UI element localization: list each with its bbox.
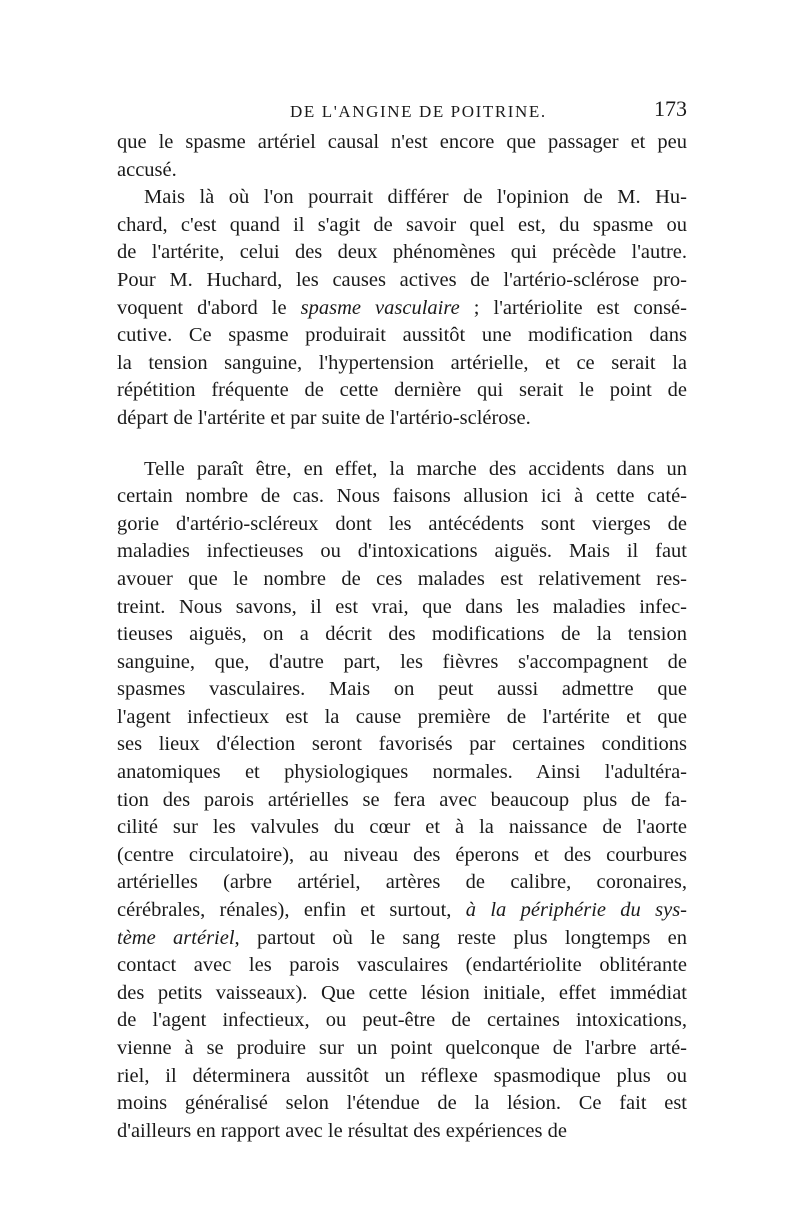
text-run: des petits vaisseaux). Que cette lésion initiale, effet immédiat [117, 981, 687, 1004]
text-line [117, 1090, 687, 1118]
text-line [117, 621, 687, 649]
text-run: maladies infectieuses ou d'intoxications aiguës. Mais il faut [117, 540, 687, 563]
text-run: , partout où le sang reste plus longtemps en [234, 926, 687, 949]
text-line [117, 731, 687, 759]
text-run: répétition fréquente de cette dernière qui serait le point de [117, 379, 687, 402]
text-line [117, 594, 687, 622]
text-line [117, 538, 687, 566]
text-line [117, 267, 687, 295]
body-text [117, 129, 687, 1145]
text-run: chard, c'est quand il s'agit de savoir quel est, du spasme ou [117, 213, 687, 236]
text-run: anatomiques et physiologiques normales. Ainsi l'adultéra- [117, 761, 687, 784]
text-line [117, 377, 687, 405]
text-run: Pour M. Huchard, les causes actives de l'artério-sclérose pro- [117, 268, 687, 291]
text-run: que le spasme artériel causal n'est encore que passager et peu [117, 131, 687, 153]
text-line [117, 842, 687, 870]
page-number: 173 [654, 96, 687, 121]
text-run: départ de l'artérite et par suite de l'artério-sclérose. [117, 406, 531, 429]
text-line [117, 925, 687, 953]
text-line [117, 759, 687, 787]
text-run: ; l'artériolite est consé- [459, 296, 687, 319]
text-line [117, 405, 687, 433]
paragraph [117, 456, 687, 1146]
text-run: treint. Nous savons, il est vrai, que dans les maladies infec- [117, 595, 687, 618]
paragraph [117, 184, 687, 432]
text-line [117, 869, 687, 897]
text-run: riel, il déterminera aussitôt un réflexe spasmodique plus ou [117, 1064, 687, 1087]
text-run: gorie d'artério-scléreux dont les antécédents sont vierges de [117, 512, 687, 535]
text-line [117, 1035, 687, 1063]
text-line [117, 1118, 687, 1146]
text-run: sanguine, que, d'autre part, les fièvres s'accompagnent de [117, 650, 687, 673]
text-line [117, 649, 687, 677]
text-run: de l'artérite, celui des deux phénomènes qui précède l'autre. [117, 241, 687, 264]
text-run: certain nombre de cas. Nous faisons allusion ici à cette caté- [117, 485, 687, 508]
text-line [117, 704, 687, 732]
text-line [117, 897, 687, 925]
italic-text: spasme vasculaire [300, 296, 460, 319]
text-run: cilité sur les valvules du cœur et à la naissance de l'aorte [117, 816, 687, 839]
text-run: Telle paraît être, en effet, la marche des accidents dans un [144, 457, 687, 480]
text-run: contact avec les parois vasculaires (endartériolite oblitérante [117, 954, 687, 977]
italic-text: à la périphérie du sys- [465, 899, 687, 922]
text-run: cutive. Ce spasme produirait aussitôt une modification dans [117, 324, 687, 347]
text-line [117, 566, 687, 594]
text-run: vienne à se produire sur un point quelconque de l'arbre arté- [117, 1037, 687, 1059]
text-run: accusé. [117, 158, 177, 181]
text-run: artérielles (arbre artériel, artères de calibre, coronaires, [117, 871, 687, 894]
text-run: voquent d'abord le [117, 296, 301, 319]
text-run: tieuses aiguës, on a décrit des modifications de la tension [117, 623, 687, 646]
text-line [117, 350, 687, 378]
text-line [117, 212, 687, 240]
text-line [117, 129, 687, 157]
text-run: avouer que le nombre de ces malades est relativement res- [117, 567, 687, 590]
text-line [117, 814, 687, 842]
text-line [117, 295, 687, 323]
text-line [117, 787, 687, 815]
text-line [117, 157, 687, 185]
text-run: d'ailleurs en rapport avec le résultat des expériences de [117, 1119, 567, 1142]
text-line [117, 980, 687, 1008]
text-line [117, 239, 687, 267]
paragraph [117, 129, 687, 184]
text-line [117, 184, 687, 212]
text-line [117, 952, 687, 980]
text-line [117, 322, 687, 350]
text-run: de l'agent infectieux, ou peut-être de certaines intoxications, [117, 1009, 687, 1032]
text-run: la tension sanguine, l'hypertension artérielle, et ce serait la [117, 351, 687, 374]
running-title: DE L'ANGINE DE POITRINE. [290, 102, 547, 121]
text-run: l'agent infectieux est la cause première de l'artérite et que [117, 705, 687, 728]
text-run: (centre circulatoire), au niveau des éperons et des courbures [117, 843, 687, 866]
text-run: Mais là où l'on pourrait différer de l'opinion de M. Hu- [144, 186, 687, 209]
text-run: cérébrales, rénales), enfin et surtout, [117, 899, 466, 922]
text-run: ses lieux d'élection seront favorisés par certaines conditions [117, 733, 687, 756]
text-line [117, 1063, 687, 1091]
text-run: tion des parois artérielles se fera avec beaucoup plus de fa- [117, 788, 687, 811]
text-line [117, 676, 687, 704]
text-line [117, 1007, 687, 1035]
text-line [117, 511, 687, 539]
running-head [117, 96, 687, 126]
italic-text: tème artériel [117, 926, 235, 949]
text-line [117, 456, 687, 484]
text-line [117, 483, 687, 511]
text-run: spasmes vasculaires. Mais on peut aussi admettre que [117, 678, 687, 701]
text-run: moins généralisé selon l'étendue de la lésion. Ce fait est [117, 1092, 687, 1115]
